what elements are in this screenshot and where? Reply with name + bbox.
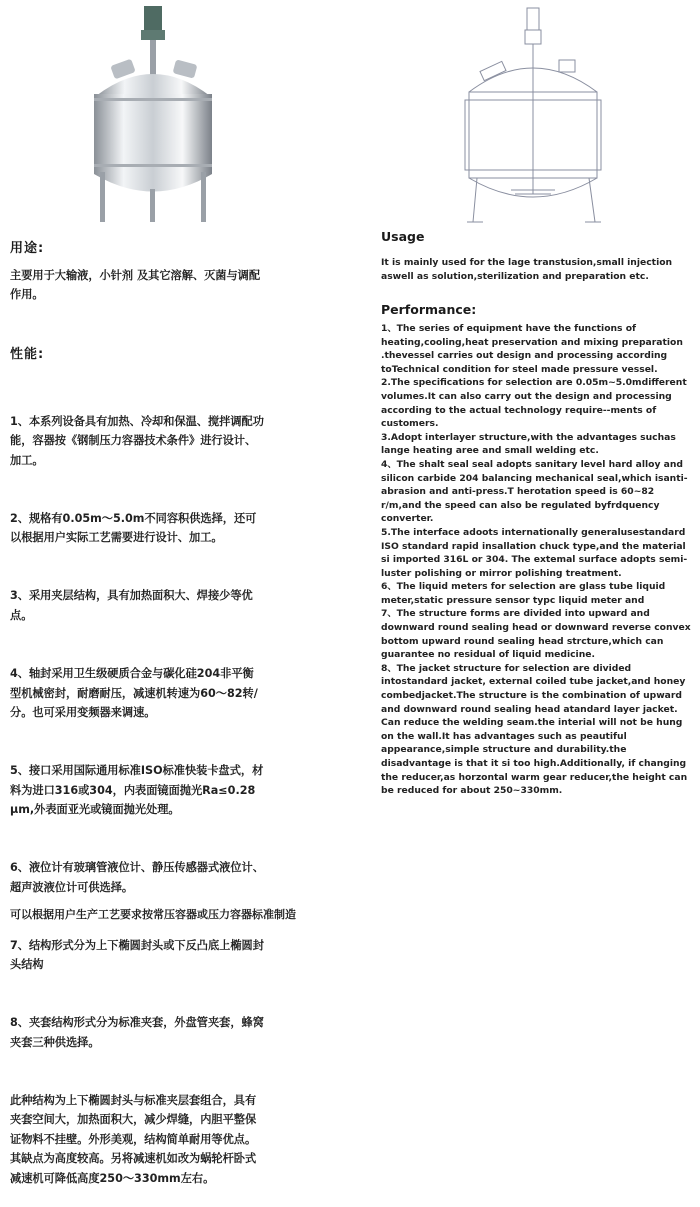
cn-performance-heading: 性能: [10,347,45,362]
en-performance-list [381,322,693,798]
cn-performance-item-8: 8、夹套结构形式分为标准夹套，外盘管夹套，蜂窝夹套三种供选择。 [10,1016,264,1049]
motor-shape [144,6,162,32]
en-usage-heading: Usage [381,229,425,244]
en-performance-item-1: 1、The series of equipment have the functions of heating,cooling,heat preservation and mixing preparation .thevessel carries out design and processing according toTechnical condition for steel made pressure vessel. [381,323,683,375]
en-performance-item-7: 7、The structure forms are divided into upward and downward round sealing head or downward reverse convex bottom upward round sealing head strcture,which can guarantee no residual of liquid medicine. [381,608,691,661]
tank-photo [78,4,228,226]
cn-performance-item-4: 4、轴封采用卫生级硬质合金与碳化硅204非平衡型机械密封，耐磨耐压，减速机转速为60～82转/分。也可采用变频器来调速。 [10,667,258,719]
cn-performance-item-1: 1、本系列设备具有加热、冷却和保温、搅拌调配功能，容器按《钢制压力容器技术条件》进行设计、加工。 [10,414,264,467]
cn-performance-item-3: 3、采用夹层结构，具有加热面积大、焊接少等优点。 [10,589,253,622]
cn-performance-item-2: 2、规格有0.05m～5.0m不同容积供选择，还可以根据用户实际工艺需要进行设计、加工。 [10,511,257,545]
cn-performance-summary: 此种结构为上下椭圆封头与标准夹层套组合，具有夹套空间大，加热面积大，减少焊缝，内胆平整保证物料不挂壁。外形美观，结构简单耐用等优点。其缺点为高度较高。另将减速机如改为蜗轮杆卧式减速机可降低高度250～330mm左右。 [10,1094,257,1185]
en-performance-item-3: 3.Adopt interlayer structure,with the advantages suchas lange heating aree and small welding etc. [381,431,676,457]
en-usage-text: It is mainly used for the lage transtusion,small injection aswell as solution,sterilization and preparation etc. [381,257,673,282]
en-performance-item-6: 6、The liquid meters for selection are glass tube liquid meter,static pressure sensor typc liquid meter and [381,581,666,606]
tank-drawing [455,4,615,226]
cn-usage-text: 主要用于大输液，小针剂 及其它溶解、灭菌与调配作用。 [10,269,261,302]
cn-performance-item-6: 6、液位计有玻璃管液位计、静压传感器式液位计、超声波液位计可供选择。 [10,861,264,894]
en-performance-item-8: 8、The jacket structure for selection are divided intostandard jacket, external coiled tube jacket,and honey combedjacket.The structure is the combination of upward and downward round sealing head atandard layer jacket. Can reduce the welding seam.the interial will not be hung on the wall.It has advantages such as peautiful appearance,simple structure and durability.the disadvantage is that it si too high.Additionally, if changing the reducer,as horzontal warm gear reducer,the height can be reduced for about 250~330mm. [381,662,688,797]
en-performance-heading: Performance: [381,302,477,317]
en-performance-item-4: 4、The shalt seal seal adopts sanitary level hard alloy and silicon carbide 204 balancing mechanical seal,which isanti-abrasion and anti-press.T herotation speed is 60~82 r/m,and the speed can also be regulated byfrdquency converter. [381,458,688,525]
en-performance-item-2: 2.The specifications for selection are 0.05m~5.0mdifferent volumes.It can also carry out the design and processing according to the actual technology require--ments of customers. [381,377,687,430]
cn-performance-list [10,373,264,1207]
en-performance-item-5: 5.The interface adoots internationally generalusestandard ISO standard rapid insallation chuck type,and the material si imported 316L or 304. The extemal surface adopts semi-luster polishing or mirror polishing treatment. [381,526,688,579]
cn-performance-item-5: 5、接口采用国际通用标准ISO标准快装卡盘式，材料为进口316或304，内表面镜面抛光Ra≤0.28 μm,外表面亚光或镜面抛光处理。 [10,764,264,816]
cn-usage-heading: 用途: [10,241,45,256]
footer-note: 可以根据用户生产工艺要求按常压容器或压力容器标准制造 [10,908,296,921]
cn-performance-item-7: 7、结构形式分为上下椭圆封头或下反凸底上椭圆封头结构 [10,938,264,972]
